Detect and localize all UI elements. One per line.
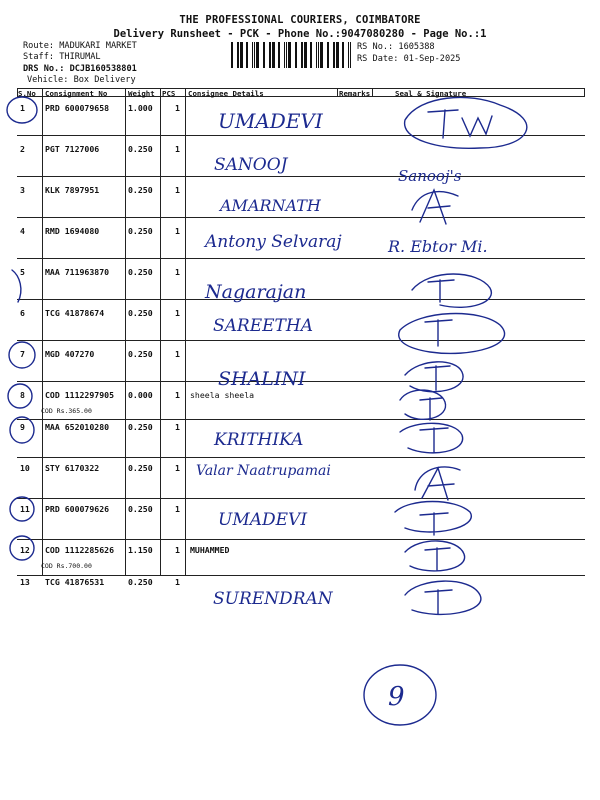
row-consignment: MAA 711963870 [45, 267, 110, 277]
row-cod-amount: COD Rs.700.00 [41, 562, 92, 570]
row-weight: 1.000 [128, 103, 153, 113]
row-sno: 3 [20, 185, 25, 195]
row-sno: 10 [20, 463, 30, 473]
header-remarks: Remarks [339, 89, 371, 98]
row-weight: 0.250 [128, 349, 153, 359]
row-sno: 12 [20, 545, 30, 555]
row-consignment: PRD 600079626 [45, 504, 110, 514]
runsheet-table [17, 88, 585, 600]
row-pcs: 1 [175, 185, 180, 195]
row-consignment: COD 1112297905 [45, 390, 115, 400]
row-consignment: MGD 407270 [45, 349, 95, 359]
header-seal-signature: Seal & Signature [395, 89, 467, 98]
row-pcs: 1 [175, 504, 180, 514]
drs-number: DRS No.: DCJB160538801 [23, 64, 137, 74]
header-sno: S.No [18, 89, 36, 98]
handwritten-note: 9 [388, 682, 405, 712]
handwritten-name: Valar Naatrupamai [196, 463, 331, 479]
row-weight: 0.250 [128, 422, 153, 432]
row-sno: 1 [20, 103, 25, 113]
row-sno: 5 [20, 267, 25, 277]
staff-label: Staff: THIRUMAL [23, 52, 101, 62]
handwritten-name: SHALINI [218, 368, 306, 390]
handwritten-name: Antony Selvaraj [205, 232, 342, 252]
handwritten-note: Sanooj's [398, 167, 462, 185]
row-weight: 0.250 [128, 267, 153, 277]
row-pcs: 1 [175, 226, 180, 236]
row-consignment: RMD 1694080 [45, 226, 100, 236]
company-title: THE PROFESSIONAL COURIERS, COIMBATORE [179, 14, 421, 26]
header-consignee: Consignee Details [188, 89, 264, 98]
row-consignment: STY 6170322 [45, 463, 100, 473]
row-weight: 0.250 [128, 144, 153, 154]
row-consignment: PRD 600079658 [45, 103, 110, 113]
vehicle-label: Vehicle: Box Delivery [27, 75, 136, 85]
barcode [231, 42, 353, 68]
row-sno: 7 [20, 349, 25, 359]
handwritten-name: AMARNATH [220, 196, 321, 215]
row-consignment: PGT 7127006 [45, 144, 100, 154]
row-sno: 11 [20, 504, 30, 514]
row-weight: 0.250 [128, 185, 153, 195]
row-pcs: 1 [175, 308, 180, 318]
handwritten-name: KRITHIKA [214, 430, 304, 450]
row-pcs: 1 [175, 349, 180, 359]
header-weight: Weight [128, 89, 155, 98]
row-consignment: TCG 41876531 [45, 577, 105, 587]
row-consignment: MAA 652010280 [45, 422, 110, 432]
row-pcs: 1 [175, 463, 180, 473]
handwritten-name: UMADEVI [218, 109, 323, 133]
row-pcs: 1 [175, 144, 180, 154]
handwritten-name: SURENDRAN [213, 589, 333, 609]
handwritten-name: Nagarajan [205, 281, 307, 303]
header-pcs: PCS [162, 89, 176, 98]
row-sno: 4 [20, 226, 25, 236]
row-weight: 0.250 [128, 308, 153, 318]
row-consignment: KLK 7897951 [45, 185, 100, 195]
row-pcs: 1 [175, 422, 180, 432]
row-weight: 0.250 [128, 226, 153, 236]
row-sno: 9 [20, 422, 25, 432]
row-consignee: MUHAMMED [190, 545, 230, 555]
row-consignment: TCG 41878674 [45, 308, 105, 318]
handwritten-name: SANOOJ [214, 155, 288, 175]
handwritten-name: SAREETHA [213, 316, 313, 336]
row-pcs: 1 [175, 103, 180, 113]
route-label: Route: MADUKARI MARKET [23, 41, 137, 51]
row-sno: 13 [20, 577, 30, 587]
rs-number: RS No.: 1605388 [357, 42, 435, 52]
row-sno: 8 [20, 390, 25, 400]
row-weight: 0.250 [128, 577, 153, 587]
row-sno: 6 [20, 308, 25, 318]
row-weight: 0.250 [128, 504, 153, 514]
handwritten-note: R. Ebtor Mi. [388, 237, 488, 256]
row-weight: 0.000 [128, 390, 153, 400]
row-pcs: 1 [175, 545, 180, 555]
row-pcs: 1 [175, 267, 180, 277]
row-weight: 1.150 [128, 545, 153, 555]
row-pcs: 1 [175, 577, 180, 587]
row-consignee: sheela sheela [190, 390, 255, 400]
runsheet-subtitle: Delivery Runsheet - PCK - Phone No.:9047080280 - Page No.:1 [113, 28, 487, 40]
row-consignment: COD 1112285626 [45, 545, 115, 555]
row-sno: 2 [20, 144, 25, 154]
rs-date: RS Date: 01-Sep-2025 [357, 54, 461, 64]
header-consignment: Consignment No [45, 89, 108, 98]
row-cod-amount: COD Rs.365.00 [41, 407, 92, 415]
row-weight: 0.250 [128, 463, 153, 473]
handwritten-name: UMADEVI [218, 510, 308, 530]
row-pcs: 1 [175, 390, 180, 400]
